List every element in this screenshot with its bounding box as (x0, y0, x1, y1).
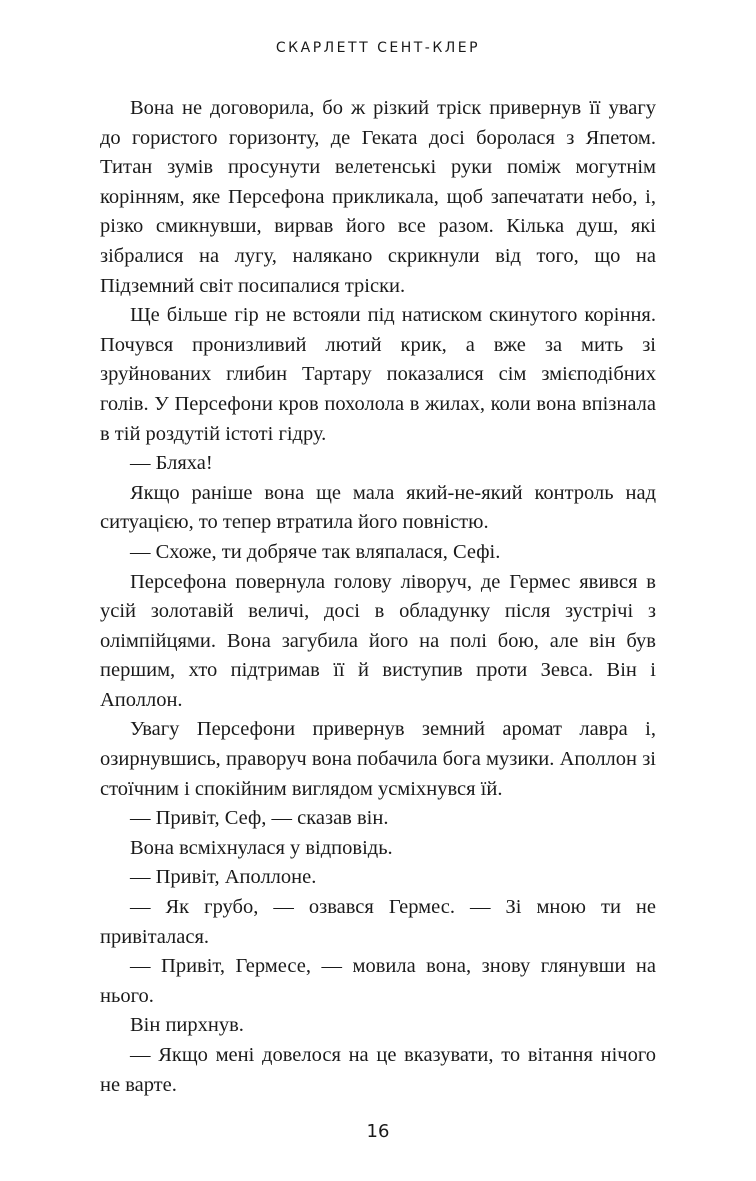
paragraph: Увагу Персефони привернув земний аромат лавра і, озирнувшись, праворуч вона побачила бога музики. Аполлон зі стоїчним і спокійним виглядом усміхнувся їй. (100, 718, 656, 800)
running-header: СКАРЛЕТТ СЕНТ-КЛЕР (275, 40, 481, 56)
dialogue-line: — Привіт, Сеф, — сказав він. (130, 807, 389, 830)
paragraph: Якщо раніше вона ще мала який-не-який контроль над ситуацією, то тепер втратила його повністю. (100, 481, 656, 534)
dialogue-line: — Як грубо, — озвався Гермес. — Зі мною ти не привіталася. (100, 896, 656, 948)
paragraph: Персефона повернула голову ліворуч, де Гермес явився в усій золотавій величі, досі в обладунку після зустрічі з олімпійцями. Вона загубила його на полі бою, але він був першим, хто підтримав її й виступив проти Зевса. Він і Аполлон. (100, 570, 656, 711)
body-text (100, 94, 656, 1100)
paragraph: Вона не договорила, бо ж різкий тріск привернув її увагу до гористого горизонту, де Геката досі боролася з Япетом. Титан зумів просунути велетенські руки поміж могутнім корінням, яке Персефона прикликала, щоб запечатати небо, і, різко смикнувши, вирвав його все разом. Кілька душ, які зібралися на лугу, налякано скрикнули від того, що на Підземний світ посипалися тріски. (100, 97, 656, 297)
dialogue-line: — Бляха! (130, 452, 213, 475)
paragraph: Ще більше гір не встояли під натиском скинутого коріння. Почувся пронизливий лютий крик, а вже за мить зі зруйнованих глибин Тартару показалися сім змієподібних голів. У Персефони кров похолола в жилах, коли вона впізнала в тій роздутій істоті гідру. (100, 304, 656, 445)
dialogue-line: — Схоже, ти добряче так вляпалася, Сефі. (130, 540, 501, 563)
dialogue-line: — Привіт, Гермесе, — мовила вона, знову глянувши на нього. (100, 955, 656, 1007)
dialogue-line: — Якщо мені довелося на це вказувати, то вітання нічого не варте. (100, 1044, 656, 1096)
page-number: 16 (366, 1121, 390, 1142)
dialogue-line: — Привіт, Аполлоне. (130, 866, 317, 889)
paragraph: Він пирхнув. (130, 1014, 244, 1037)
paragraph: Вона всміхнулася у відповідь. (130, 836, 393, 859)
